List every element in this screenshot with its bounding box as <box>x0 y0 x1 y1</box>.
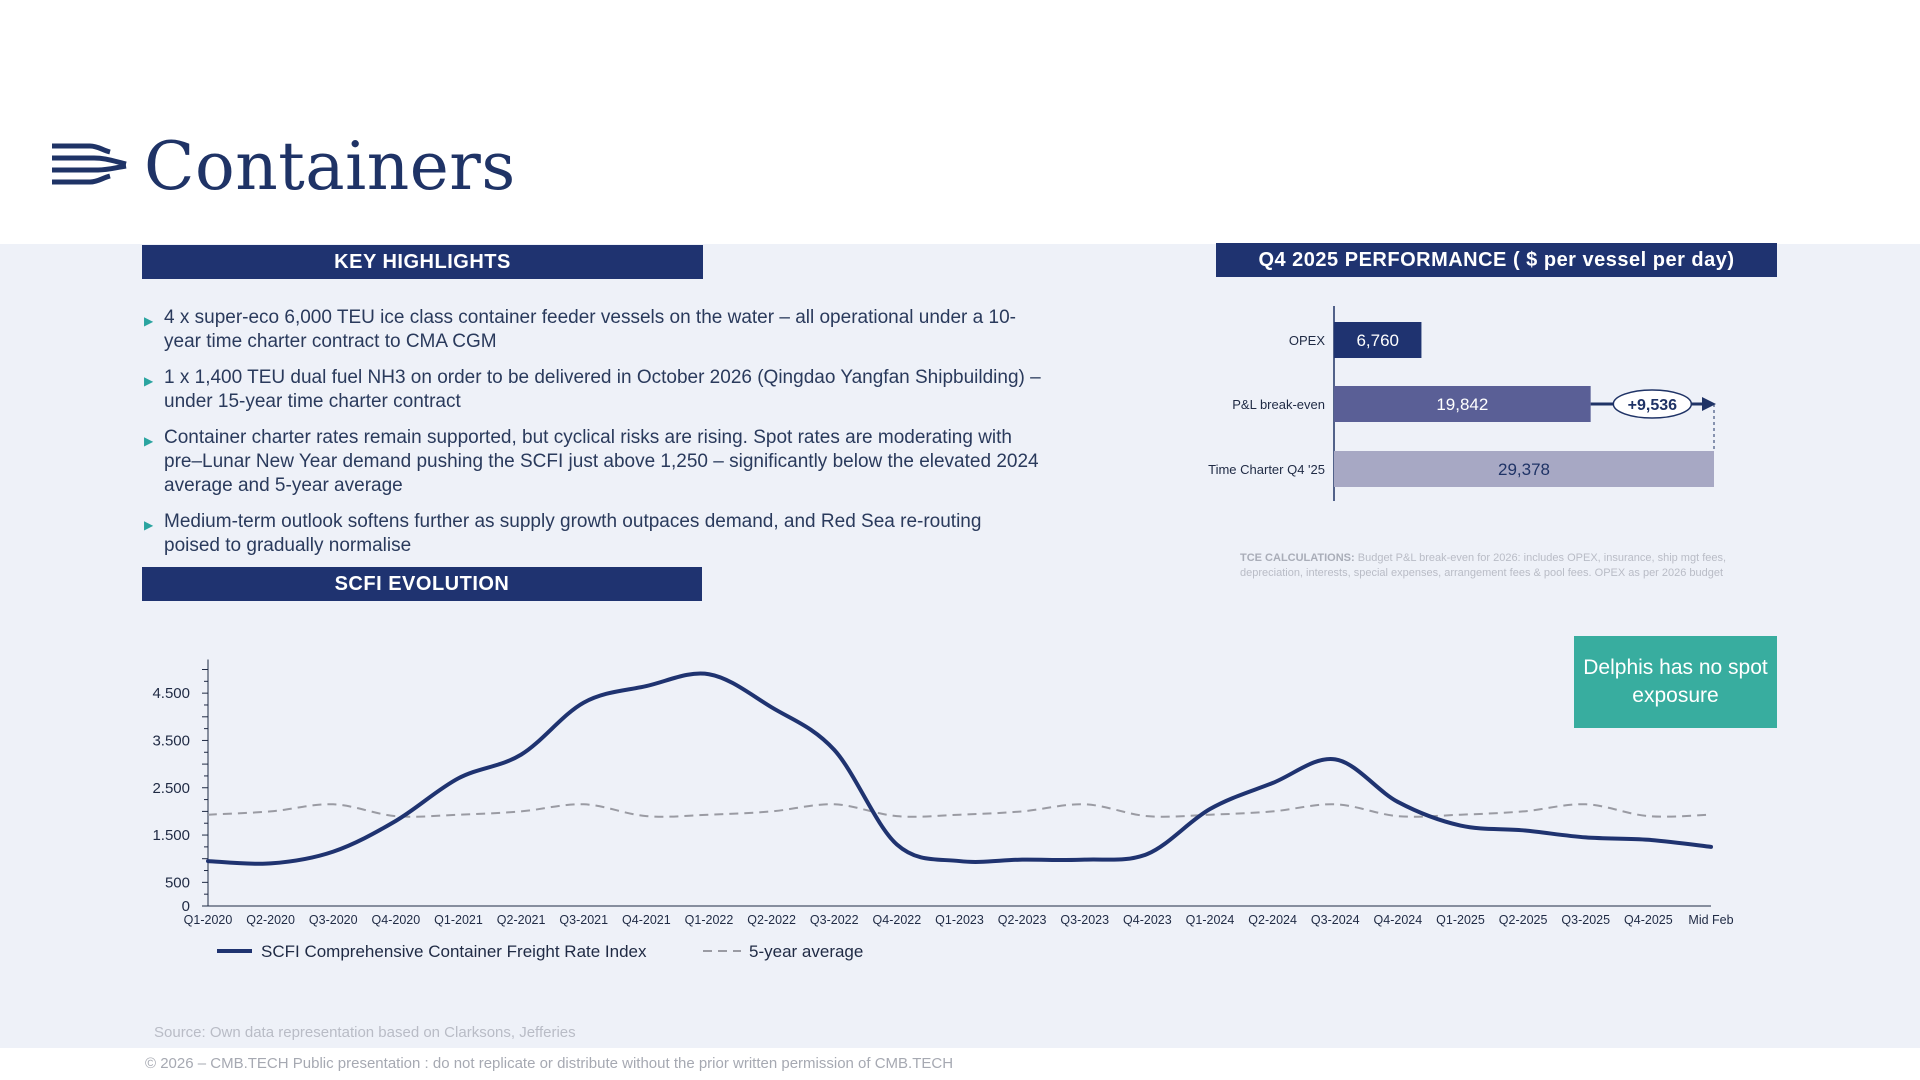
x-tick-label: Q4-2021 <box>622 913 671 927</box>
y-tick-label: 3.500 <box>152 732 190 750</box>
x-tick-label: Q3-2021 <box>559 913 609 927</box>
footer-copyright: © 2026 – CMB.TECH Public presentation : do not replicate or distribute without the prior written permission of CMB.TECH <box>145 1055 954 1072</box>
x-tick-label: Q4-2024 <box>1373 913 1423 927</box>
perf-category-label: OPEX <box>1288 333 1325 348</box>
triangle-bullet-icon: ▶ <box>144 314 154 328</box>
list-item: ▶ Medium-term outlook softens further as supply growth outpaces demand, and Red Sea re-routing poised to gradually normalise <box>144 511 982 556</box>
x-tick-label: Q4-2020 <box>371 913 421 927</box>
y-tick-label: 4.500 <box>152 685 190 703</box>
x-tick-label: Q3-2023 <box>1060 913 1110 927</box>
x-tick-label: Mid Feb <box>1688 913 1734 927</box>
x-tick-label: Q1-2020 <box>183 913 233 927</box>
perf-value-label: 29,378 <box>1498 460 1550 479</box>
list-item: ▶ 4 x super-eco 6,000 TEU ice class container feeder vessels on the water – all operational under a 10-year time charter contract to CMA CGM <box>144 307 1016 352</box>
performance-bar-chart <box>1180 300 1740 510</box>
x-tick-label: Q2-2025 <box>1498 913 1548 927</box>
x-tick-label: Q1-2022 <box>684 913 734 927</box>
highlights-list <box>142 306 1042 570</box>
x-tick-label: Q4-2022 <box>872 913 922 927</box>
waves-logo-icon <box>50 142 128 190</box>
perf-value-label: 19,842 <box>1436 395 1489 414</box>
x-tick-label: Q1-2025 <box>1436 913 1485 927</box>
x-tick-label: Q3-2024 <box>1310 913 1360 927</box>
x-tick-label: Q3-2020 <box>308 913 358 927</box>
triangle-bullet-icon: ▶ <box>144 434 154 448</box>
key-highlights-title: KEY HIGHLIGHTS <box>142 245 703 279</box>
x-tick-label: Q4-2023 <box>1123 913 1172 927</box>
scfi-index-line <box>208 674 1711 864</box>
y-tick-label: 500 <box>164 874 190 892</box>
y-tick-label: 2.500 <box>152 779 190 797</box>
y-tick-label: 1.500 <box>152 827 190 845</box>
triangle-bullet-icon: ▶ <box>144 518 154 532</box>
source-note: Source: Own data representation based on Clarksons, Jefferies <box>154 1024 576 1041</box>
x-tick-label: Q2-2022 <box>747 913 796 927</box>
list-item: ▶ 1 x 1,400 TEU dual fuel NH3 on order to be delivered in October 2026 (Qingdao Yangfan Shipbuilding) – under 15-year time charter contract <box>144 367 1041 412</box>
spot-exposure-callout: Delphis has no spot exposure <box>1574 636 1777 728</box>
x-tick-label: Q3-2025 <box>1561 913 1611 927</box>
x-tick-label: Q3-2022 <box>809 913 859 927</box>
scfi-line-chart <box>140 600 1760 980</box>
x-tick-label: Q2-2020 <box>246 913 295 927</box>
perf-value-label: 6,760 <box>1356 331 1399 350</box>
difference-label: +9,536 <box>1627 397 1678 414</box>
header <box>0 0 1920 244</box>
scfi-evolution-title: SCFI EVOLUTION <box>142 567 702 601</box>
x-tick-label: Q1-2021 <box>434 913 483 927</box>
x-tick-label: Q1-2023 <box>935 913 984 927</box>
y-tick-label: 0 <box>181 898 190 915</box>
perf-category-label: P&L break-even <box>1232 397 1325 412</box>
x-tick-label: Q2-2024 <box>1248 913 1297 927</box>
x-tick-label: Q4-2025 <box>1624 913 1673 927</box>
x-tick-label: Q2-2021 <box>496 913 546 927</box>
legend-scfi-label: SCFI Comprehensive Container Freight Rate Index <box>261 942 647 961</box>
triangle-bullet-icon: ▶ <box>144 374 154 388</box>
perf-category-label: Time Charter Q4 '25 <box>1208 462 1325 477</box>
five-year-average-line <box>208 804 1711 817</box>
page-title: Containers <box>144 128 516 205</box>
x-tick-label: Q1-2024 <box>1185 913 1235 927</box>
performance-title: Q4 2025 PERFORMANCE ( $ per vessel per day) <box>1216 243 1777 277</box>
x-tick-label: Q2-2023 <box>997 913 1047 927</box>
legend-average-label: 5-year average <box>749 942 864 961</box>
tce-calculations-note: TCE CALCULATIONS: Budget P&L break-even for 2026: includes OPEX, insurance, ship mgt fees, depreciation, interests, special expenses, arrangement fees & pool fees. OPEX as per 2026 budget <box>1240 552 1727 579</box>
list-item: ▶ Container charter rates remain supported, but cyclical risks are rising. Spot rates are moderating with pre–Lunar New Year demand pushing the SCFI just above 1,250 – significantly below the elevated 2024 average and 5-year average <box>144 427 1039 496</box>
